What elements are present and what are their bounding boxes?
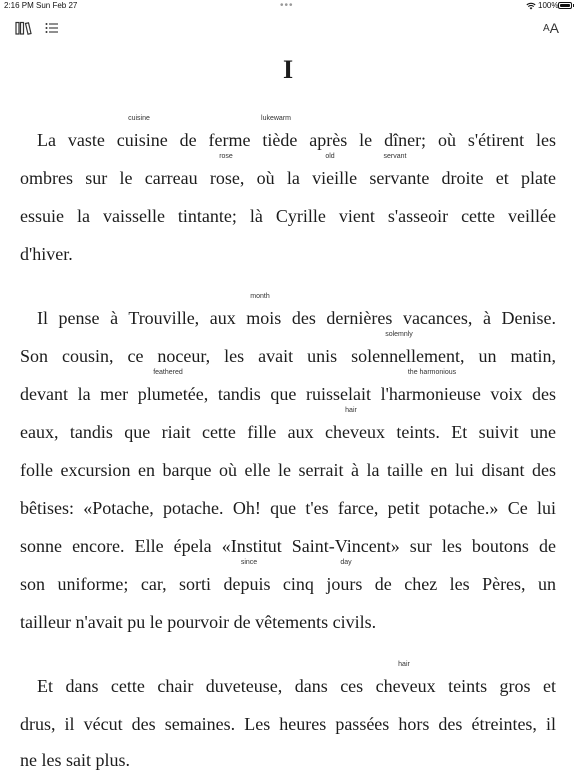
gloss-annotation: cuisine bbox=[128, 115, 150, 122]
gloss-annotation: lukewarm bbox=[261, 115, 291, 122]
gloss-annotation: the harmonious bbox=[407, 369, 457, 376]
wifi-icon bbox=[526, 2, 536, 10]
text-line: essuie la vaisselle tintante; là Cyrille vient s'asseoir cette veillée bbox=[20, 206, 556, 226]
gloss-annotation: hair bbox=[398, 661, 410, 668]
text-line: Son cousin, ce noceur, les avait unis solennellement, un matin, bbox=[20, 346, 556, 366]
status-time: 2:16 PM bbox=[4, 1, 34, 10]
text-line: La vaste cuisine de ferme tiède après le dîner; où s'étirent les bbox=[37, 130, 556, 150]
list-icon bbox=[45, 22, 59, 34]
gloss-annotation: servant bbox=[383, 153, 407, 160]
text-line: Et dans cette chair duveteuse, dans ces cheveux teints gros et bbox=[37, 676, 556, 696]
gloss-annotation: solemnly bbox=[385, 331, 413, 338]
status-date: Sun Feb 27 bbox=[36, 1, 78, 10]
gloss-annotation: old bbox=[325, 153, 335, 160]
battery-cap bbox=[573, 4, 574, 7]
battery-icon bbox=[558, 2, 572, 9]
font-size-small-icon: A bbox=[542, 22, 550, 34]
gloss-annotation: feathered bbox=[153, 369, 183, 376]
multitasking-dots-icon[interactable]: ••• bbox=[280, 0, 294, 11]
library-icon bbox=[15, 21, 33, 35]
status-bar bbox=[0, 0, 576, 14]
text-line: son uniforme; car, sorti depuis cinq jours de chez les Pères, un bbox=[20, 574, 556, 594]
text-line: Il pense à Trouville, aux mois des dernières vacances, à Denise. bbox=[37, 308, 556, 328]
text-line: d'hiver. bbox=[20, 244, 73, 264]
gloss-annotation: rose bbox=[219, 153, 233, 160]
text-line: ombres sur le carreau rose, où la vieille servante droite et plate bbox=[20, 168, 556, 188]
gloss-annotation: hair bbox=[345, 407, 357, 414]
text-line: sonne encore. Elle épela «Institut Saint-Vincent» sur les boutons de bbox=[20, 536, 556, 556]
text-line: drus, il vécut des semaines. Les heures passées hors des étreintes, il bbox=[20, 714, 556, 734]
table-of-contents-button[interactable] bbox=[44, 19, 60, 37]
library-button[interactable] bbox=[14, 19, 34, 37]
gloss-annotation: month bbox=[250, 293, 270, 300]
text-line: devant la mer plumetée, tandis que ruisselait l'harmonieuse voix des bbox=[20, 384, 556, 404]
font-size-large-icon: A bbox=[549, 20, 559, 36]
text-line: tailleur n'avait pu le pourvoir de vêtements civils. bbox=[20, 612, 377, 632]
text-line: ne les sait plus. bbox=[20, 750, 130, 770]
gloss-annotation: day bbox=[340, 559, 352, 566]
font-settings-button[interactable] bbox=[540, 19, 562, 37]
text-line: folle excursion en barque où elle le serrait à la taille en lui disant des bbox=[20, 460, 556, 480]
text-line: eaux, tandis que riait cette fille aux cheveux teints. Et suivit une bbox=[20, 422, 556, 442]
text-line: bêtises: «Potache, potache. Oh! que t'es farce, petit potache.» Ce lui bbox=[20, 498, 556, 518]
chapter-title: I bbox=[282, 55, 294, 84]
battery-percent: 100% bbox=[538, 1, 559, 10]
gloss-annotation: since bbox=[240, 559, 258, 566]
